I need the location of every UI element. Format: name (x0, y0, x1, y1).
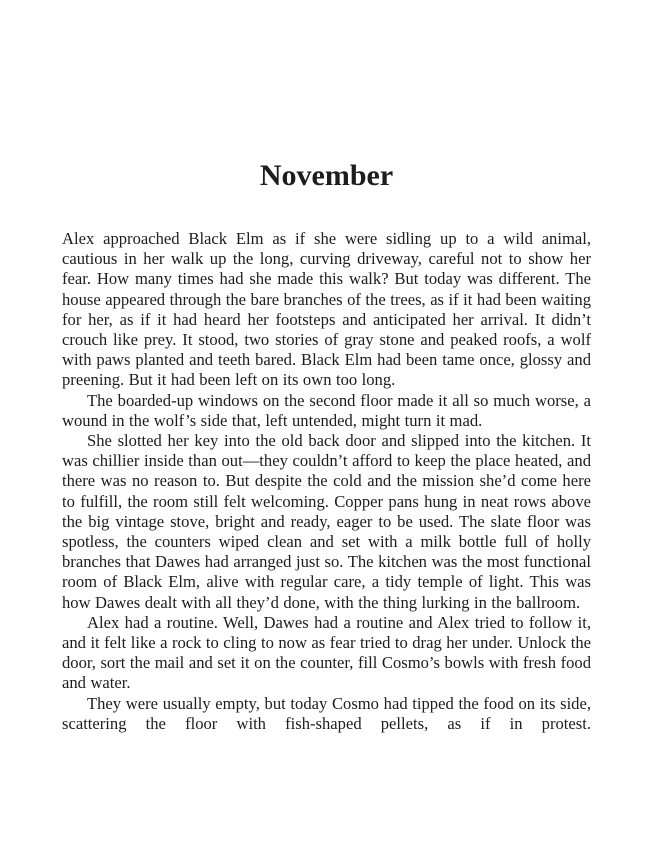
paragraph: They were usually empty, but today Cosmo had tipped the food on its side, scattering the floor with fish-shaped pellets, as if in protest. (62, 693, 591, 733)
paragraph: She slotted her key into the old back door and slipped into the kitchen. It was chillier inside than out—they couldn’t afford to keep the place heated, and there was no reason to. But despite the cold and the mission she’d come here to fulfill, the room still felt welcoming. Copper pans hung in neat rows above the big vintage stove, bright and ready, eager to be used. The slate floor was spotless, the counters wiped clean and set with a milk bottle full of holly branches that Dawes had arranged just so. The kitchen was the most functional room of Black Elm, alive with regular care, a tidy temple of light. This was how Dawes dealt with all they’d done, with the thing lurking in the ballroom. (62, 431, 591, 612)
paragraph: Alex had a routine. Well, Dawes had a routine and Alex tried to follow it, and it felt like a rock to cling to now as fear tried to drag her under. Unlock the door, sort the mail and set it on the counter, fill Cosmo’s bowls with fresh food and water. (62, 612, 591, 693)
paragraph: Alex approached Black Elm as if she were sidling up to a wild animal, cautious in her walk up the long, curving driveway, careful not to show her fear. How many times had she made this walk? But today was different. The house appeared through the bare branches of the trees, as if it had been waiting for her, as if it had heard her footsteps and anticipated her arrival. It didn’t crouch like prey. It stood, two stories of gray stone and peaked roofs, a wolf with paws planted and teeth bared. Black Elm had been tame once, glossy and preening. But it had been left on its own too long. (62, 229, 591, 390)
paragraph: The boarded-up windows on the second floor made it all so much worse, a wound in the wolf’s side that, left untended, might turn it mad. (62, 390, 591, 430)
text-block (62, 0, 591, 734)
chapter-title: November (259, 159, 394, 192)
